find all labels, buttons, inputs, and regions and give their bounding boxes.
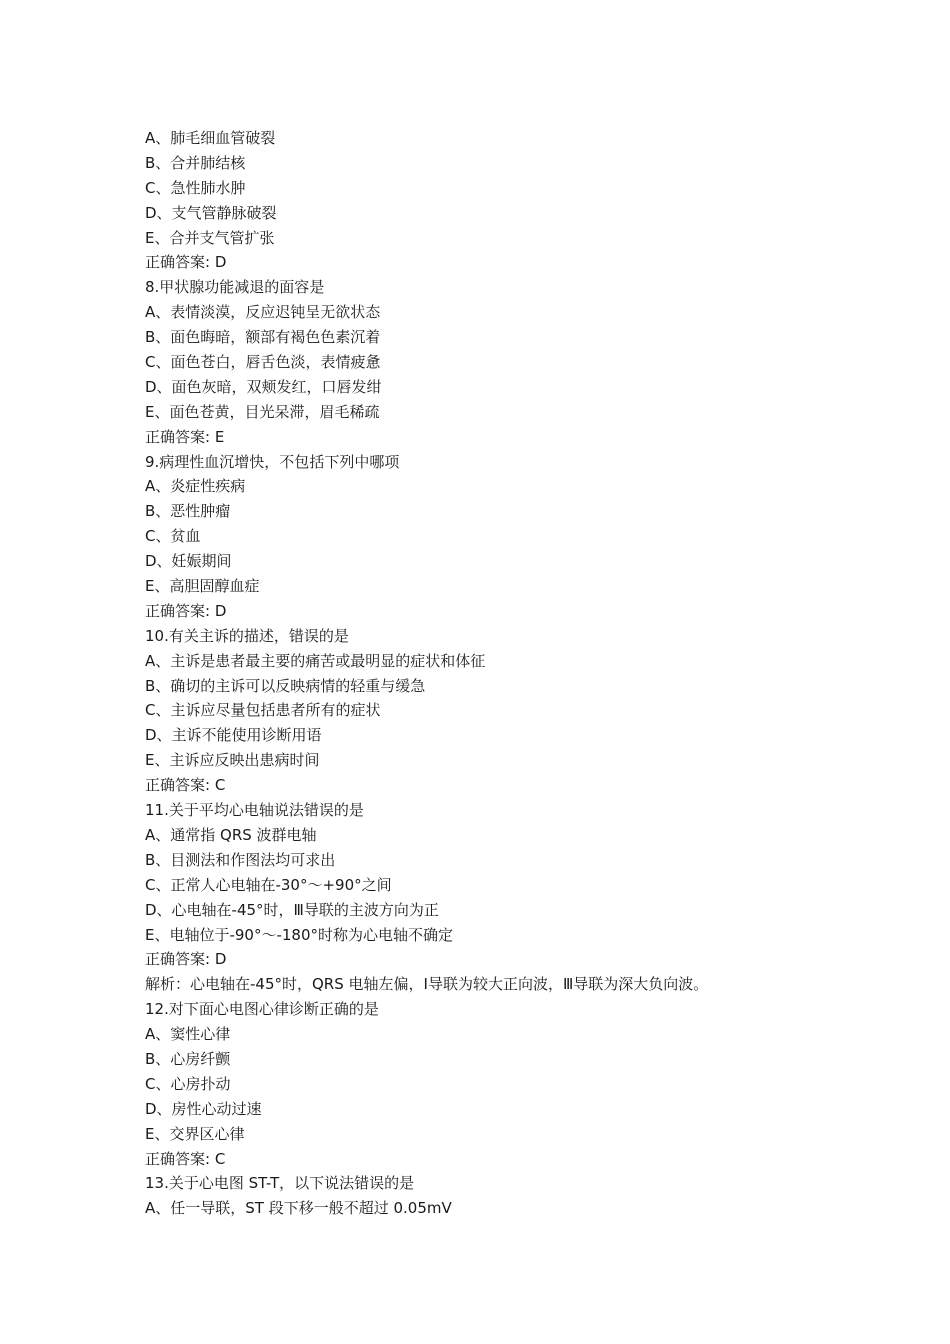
text-line: A、任一导联，ST 段下移一般不超过 0.05mV [145,1199,452,1218]
text-line: C、心房扑动 [145,1074,231,1093]
text-line: A、窦性心律 [145,1025,231,1044]
text-line: D、支气管静脉破裂 [145,203,277,222]
answer-line: 正确答案: D [145,253,227,272]
question-line: 9.病理性血沉增快，不包括下列中哪项 [145,452,400,471]
text-line: B、心房纤颤 [145,1049,231,1068]
answer-line: 正确答案: C [145,1149,226,1168]
text-line: B、面色晦暗，额部有褐色色素沉着 [145,328,381,347]
text-line: E、合并支气管扩张 [145,228,275,247]
text-line: B、确切的主诉可以反映病情的轻重与缓急 [145,676,426,695]
text-line: B、目测法和作图法均可求出 [145,850,336,869]
text-line: A、肺毛细血管破裂 [145,129,276,147]
text-line: E、面色苍黄，目光呆滞，眉毛稀疏 [145,402,380,421]
text-line: E、电轴位于-90°～-180°时称为心电轴不确定 [145,925,454,944]
text-line: C、急性肺水肿 [145,178,246,197]
text-line: E、高胆固醇血症 [145,577,260,596]
question-line: 10.有关主诉的描述，错误的是 [145,626,349,645]
question-line: 8.甲状腺功能减退的面容是 [145,278,325,297]
text-line: D、妊娠期间 [145,552,232,571]
explanation-line: 解析：心电轴在-45°时，QRS 电轴左偏，Ⅰ导联为较大正向波，Ⅲ导联为深大负向波。 [145,975,709,994]
text-line: A、炎症性疾病 [145,477,246,496]
answer-line: 正确答案: D [145,950,227,969]
text-line: C、面色苍白，唇舌色淡，表情疲惫 [145,353,381,372]
text-line: E、主诉应反映出患病时间 [145,751,320,770]
text-line: D、面色灰暗，双颊发红，口唇发绀 [145,377,382,396]
text-line: B、合并肺结核 [145,153,246,172]
question-line: 13.关于心电图 ST-T，以下说法错误的是 [145,1174,415,1193]
text-line: A、表情淡漠，反应迟钝呈无欲状态 [145,303,381,322]
text-line: D、主诉不能使用诊断用语 [145,726,322,745]
text-line: C、正常人心电轴在-30°～+90°之间 [145,875,392,894]
text-line: A、主诉是患者最主要的痛苦或最明显的症状和体征 [145,651,486,670]
answer-line: 正确答案: D [145,601,227,620]
question-line: 12.对下面心电图心律诊断正确的是 [145,1000,379,1019]
text-line: C、贫血 [145,527,201,546]
document-body [145,126,925,1221]
text-line: B、恶性肿瘤 [145,502,231,521]
text-line: D、房性心动过速 [145,1099,262,1118]
text-line: E、交界区心律 [145,1124,245,1143]
answer-line: 正确答案: C [145,776,226,795]
question-line: 11.关于平均心电轴说法错误的是 [145,801,364,820]
answer-line: 正确答案: E [145,427,225,446]
text-line: D、心电轴在-45°时，Ⅲ导联的主波方向为正 [145,900,439,919]
text-line: C、主诉应尽量包括患者所有的症状 [145,701,381,720]
text-line: A、通常指 QRS 波群电轴 [145,825,317,844]
